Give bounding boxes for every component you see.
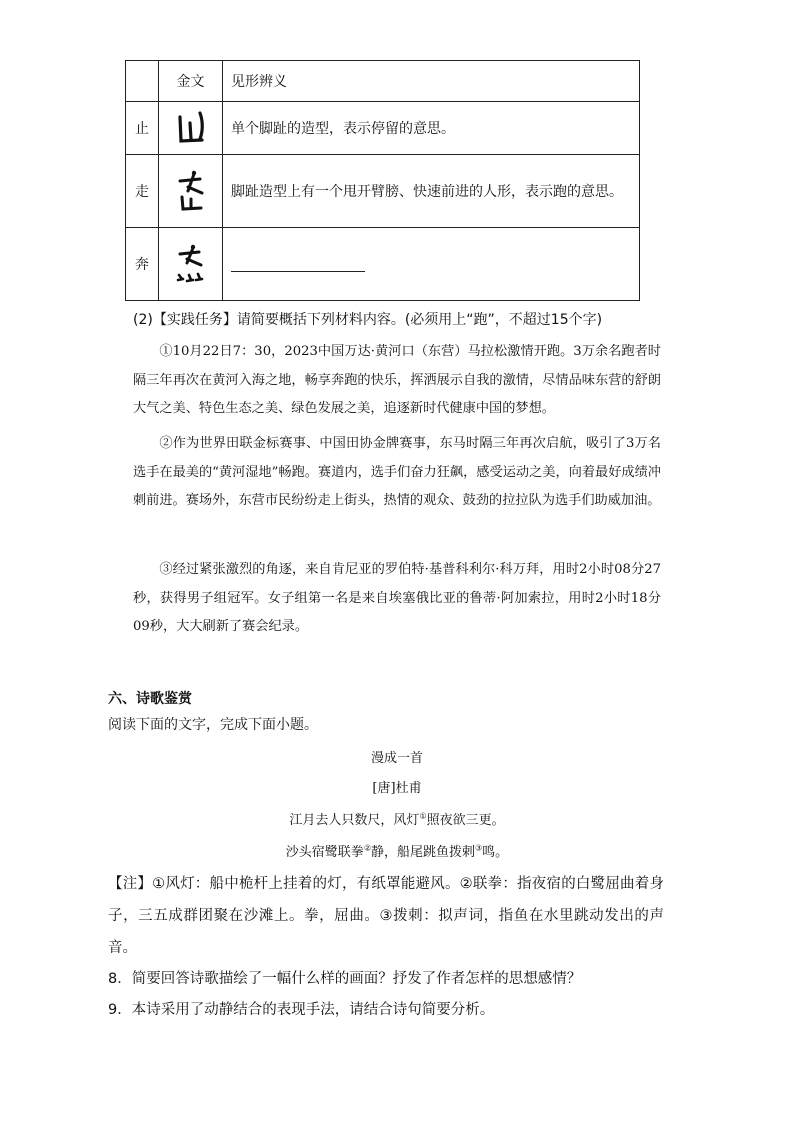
zhi-bronze-glyph-icon bbox=[159, 102, 223, 155]
answer-blank[interactable] bbox=[231, 257, 365, 272]
poem-text: 静，船尾跳鱼拨剌 bbox=[370, 845, 475, 860]
instruction-text: 阅读下面的文字，完成下面小题。 bbox=[108, 717, 318, 733]
material-paragraph: ②作为世界田联金标赛事、中国田协金牌赛事，东马时隔三年再次启航，吸引了3万名选手在最美的“黄河湿地”畅跑。赛道内，选手们奋力狂飙，感受运动之美，向着最好成绩冲刺前进。赛场外，东营市民纷纷走上街头，热情的观众、鼓劲的拉拉队为选手们助威加油。 bbox=[133, 436, 661, 508]
row-character: 走 bbox=[126, 155, 159, 228]
answer-cell bbox=[223, 228, 640, 301]
poem-text: 沙头宿鹭联拳 bbox=[285, 845, 364, 860]
header-meaning: 见形辨义 bbox=[223, 61, 640, 102]
poem-line-2 bbox=[0, 841, 794, 860]
poem-notes: 【注】①风灯：船中桅杆上挂着的灯，有纸罩能避风。②联拳：指夜宿的白鹭屈曲着身子，三五成群团聚在沙滩上。拳，屈曲。③拨刺：拟声词，指鱼在水里跳动发出的声音。 bbox=[108, 876, 664, 956]
zou-bronze-glyph-icon bbox=[159, 155, 223, 228]
header-bronze-script: 金文 bbox=[159, 61, 223, 102]
row-character: 奔 bbox=[126, 228, 159, 301]
poem-text: 鸣。 bbox=[482, 845, 509, 860]
ben-bronze-glyph-icon bbox=[159, 228, 223, 301]
poem-line-1 bbox=[0, 809, 794, 828]
table-row bbox=[126, 228, 640, 301]
row-meaning: 脚趾造型上有一个甩开臂膀、快速前进的人形，表示跑的意思。 bbox=[223, 155, 640, 228]
table-row bbox=[126, 155, 640, 228]
row-character: 止 bbox=[126, 102, 159, 155]
note-marker: ① bbox=[419, 811, 427, 821]
table-header-row bbox=[126, 61, 640, 102]
poem-author: [唐]杜甫 bbox=[372, 781, 422, 796]
row-meaning: 单个脚趾的造型，表示停留的意思。 bbox=[223, 102, 640, 155]
header-empty-cell bbox=[126, 61, 159, 102]
question-8: 8．简要回答诗歌描绘了一幅什么样的画面？抒发了作者怎样的思想感情？ bbox=[108, 971, 582, 987]
poem-text: 照夜欲三更。 bbox=[426, 813, 505, 828]
material-paragraph: ③经过紧张激烈的角逐，来自肯尼亚的罗伯特·基普科利尔·科万拜，用时2小时08分27秒，获得男子组冠军。女子组第一名是来自埃塞俄比亚的鲁蒂·阿加索拉，用时2小时18分09秒，大大刷新了赛会纪录。 bbox=[133, 562, 661, 634]
question-9: 9．本诗采用了动静结合的表现手法，请结合诗句简要分析。 bbox=[108, 1002, 495, 1018]
table-row bbox=[126, 102, 640, 155]
material-paragraph: ①10月22日7：30，2023中国万达·黄河口（东营）马拉松激情开跑。3万余名跑者时隔三年再次在黄河入海之地，畅享奔跑的快乐，挥洒展示自我的激情，尽情品味东营的舒朗大气之美、特色生态之美、绿色发展之美，追逐新时代健康中国的梦想。 bbox=[133, 344, 661, 416]
poem-title: 漫成一首 bbox=[370, 751, 423, 766]
note-marker: ③ bbox=[475, 843, 483, 853]
poem-text: 江月去人只数尺，风灯 bbox=[289, 813, 420, 828]
character-table bbox=[125, 60, 640, 301]
practice-task-prompt: (2)【实践任务】请简要概括下列材料内容。(必须用上“跑”，不超过15个字) bbox=[133, 312, 603, 328]
note-marker: ② bbox=[363, 843, 371, 853]
section-title: 六、诗歌鉴赏 bbox=[108, 691, 192, 707]
